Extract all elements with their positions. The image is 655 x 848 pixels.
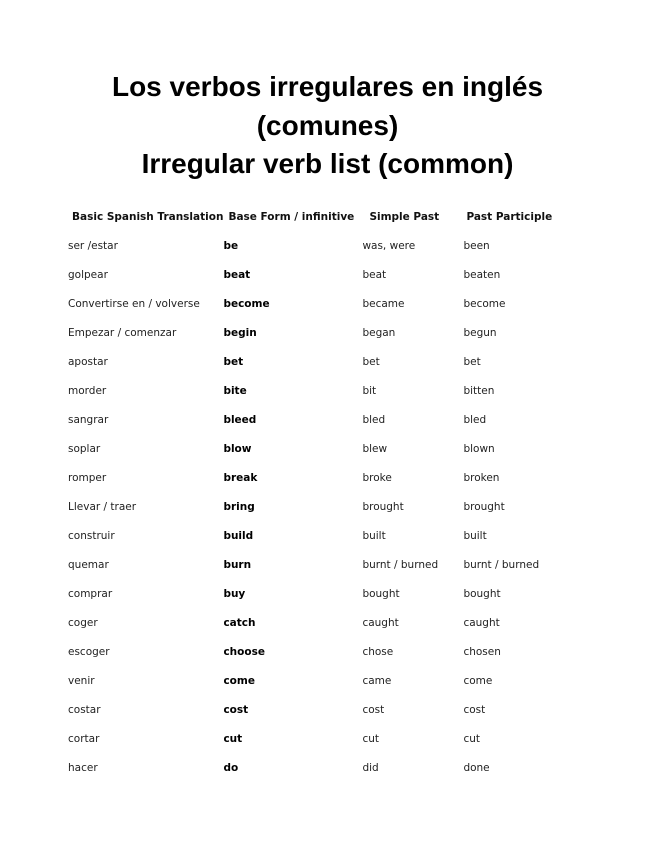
- cell-spanish-translation: Llevar / traer: [68, 500, 137, 513]
- table-row: [62, 753, 567, 782]
- cell-base-form: choose: [223, 645, 265, 658]
- cell-simple-past: cut: [362, 732, 379, 745]
- cell-spanish-translation: quemar: [68, 558, 109, 571]
- cell-base-form: become: [223, 297, 270, 310]
- cell-spanish-translation: ser /estar: [68, 239, 118, 252]
- cell-base-form: beat: [223, 268, 251, 281]
- cell-base-form: catch: [223, 616, 256, 629]
- title-line-english: Irregular verb list (common): [141, 148, 514, 179]
- cell-simple-past: broke: [362, 471, 392, 484]
- table-row: [62, 550, 567, 579]
- header-base-form: Base Form / infinitive: [228, 210, 355, 223]
- cell-spanish-translation: morder: [68, 384, 107, 397]
- cell-spanish-translation: golpear: [68, 268, 108, 281]
- cell-spanish-translation: venir: [68, 674, 95, 687]
- table-row: [62, 463, 567, 492]
- cell-base-form: blow: [223, 442, 252, 455]
- cell-simple-past: was, were: [362, 239, 416, 252]
- cell-spanish-translation: coger: [68, 616, 98, 629]
- cell-spanish-translation: sangrar: [68, 413, 109, 426]
- table-row: [62, 724, 567, 753]
- table-row: [62, 521, 567, 550]
- cell-spanish-translation: escoger: [68, 645, 110, 658]
- cell-simple-past: blew: [362, 442, 388, 455]
- cell-simple-past: built: [362, 529, 386, 542]
- table-row: [62, 608, 567, 637]
- cell-simple-past: became: [362, 297, 405, 310]
- cell-past-participle: brought: [463, 500, 505, 513]
- cell-spanish-translation: hacer: [68, 761, 98, 774]
- cell-simple-past: came: [362, 674, 392, 687]
- table-row: [62, 231, 567, 260]
- cell-simple-past: bit: [362, 384, 377, 397]
- table-row: [62, 289, 567, 318]
- cell-past-participle: built: [463, 529, 487, 542]
- cell-base-form: burn: [223, 558, 252, 571]
- cell-base-form: bring: [223, 500, 255, 513]
- page-title: [0, 68, 655, 184]
- header-past-participle: Past Participle: [466, 210, 553, 223]
- table-row: [62, 260, 567, 289]
- cell-simple-past: did: [362, 761, 379, 774]
- table-header: [62, 202, 567, 231]
- cell-spanish-translation: comprar: [68, 587, 113, 600]
- table-row: [62, 492, 567, 521]
- cell-simple-past: brought: [362, 500, 404, 513]
- cell-spanish-translation: construir: [68, 529, 115, 542]
- cell-simple-past: caught: [362, 616, 399, 629]
- header-row: [62, 202, 567, 231]
- cell-past-participle: cut: [463, 732, 480, 745]
- cell-past-participle: bet: [463, 355, 481, 368]
- cell-simple-past: began: [362, 326, 396, 339]
- cell-past-participle: been: [463, 239, 490, 252]
- header-spanish-translation: Basic Spanish Translation: [72, 210, 224, 223]
- cell-base-form: break: [223, 471, 258, 484]
- table-row: [62, 318, 567, 347]
- table-body: [62, 231, 567, 782]
- cell-past-participle: beaten: [463, 268, 501, 281]
- table-row: [62, 579, 567, 608]
- cell-spanish-translation: costar: [68, 703, 101, 716]
- table-row: [62, 434, 567, 463]
- cell-past-participle: bought: [463, 587, 501, 600]
- cell-base-form: be: [223, 239, 239, 252]
- cell-past-participle: bitten: [463, 384, 495, 397]
- table-row: [62, 405, 567, 434]
- cell-simple-past: bought: [362, 587, 400, 600]
- title-line-spanish-sub: (comunes): [256, 109, 399, 141]
- cell-base-form: come: [223, 674, 255, 687]
- cell-base-form: bleed: [223, 413, 257, 426]
- cell-past-participle: cost: [463, 703, 486, 716]
- cell-base-form: buy: [223, 587, 246, 600]
- cell-base-form: bite: [223, 384, 247, 397]
- table-row: [62, 637, 567, 666]
- cell-simple-past: bled: [362, 413, 386, 426]
- cell-simple-past: burnt / burned: [362, 558, 439, 571]
- cell-spanish-translation: romper: [68, 471, 107, 484]
- cell-past-participle: come: [463, 674, 493, 687]
- cell-base-form: build: [223, 529, 254, 542]
- cell-past-participle: caught: [463, 616, 500, 629]
- cell-simple-past: beat: [362, 268, 387, 281]
- cell-spanish-translation: Empezar / comenzar: [68, 326, 177, 339]
- cell-base-form: bet: [223, 355, 244, 368]
- cell-base-form: cost: [223, 703, 249, 716]
- cell-past-participle: begun: [463, 326, 497, 339]
- cell-base-form: cut: [223, 732, 243, 745]
- cell-past-participle: blown: [463, 442, 495, 455]
- cell-base-form: do: [223, 761, 239, 774]
- cell-base-form: begin: [223, 326, 257, 339]
- cell-past-participle: burnt / burned: [463, 558, 540, 571]
- cell-past-participle: chosen: [463, 645, 501, 658]
- cell-simple-past: bet: [362, 355, 380, 368]
- table-row: [62, 666, 567, 695]
- cell-spanish-translation: soplar: [68, 442, 101, 455]
- cell-spanish-translation: cortar: [68, 732, 100, 745]
- header-simple-past: Simple Past: [369, 210, 440, 223]
- verb-table: [62, 202, 567, 782]
- cell-past-participle: done: [463, 761, 490, 774]
- title-line-spanish: Los verbos irregulares en inglés: [111, 71, 544, 102]
- cell-past-participle: bled: [463, 413, 487, 426]
- table-row: [62, 347, 567, 376]
- table-row: [62, 695, 567, 724]
- table-row: [62, 376, 567, 405]
- cell-simple-past: cost: [362, 703, 385, 716]
- cell-past-participle: broken: [463, 471, 500, 484]
- cell-simple-past: chose: [362, 645, 394, 658]
- cell-past-participle: become: [463, 297, 506, 310]
- cell-spanish-translation: Convertirse en / volverse: [68, 297, 200, 310]
- cell-spanish-translation: apostar: [68, 355, 108, 368]
